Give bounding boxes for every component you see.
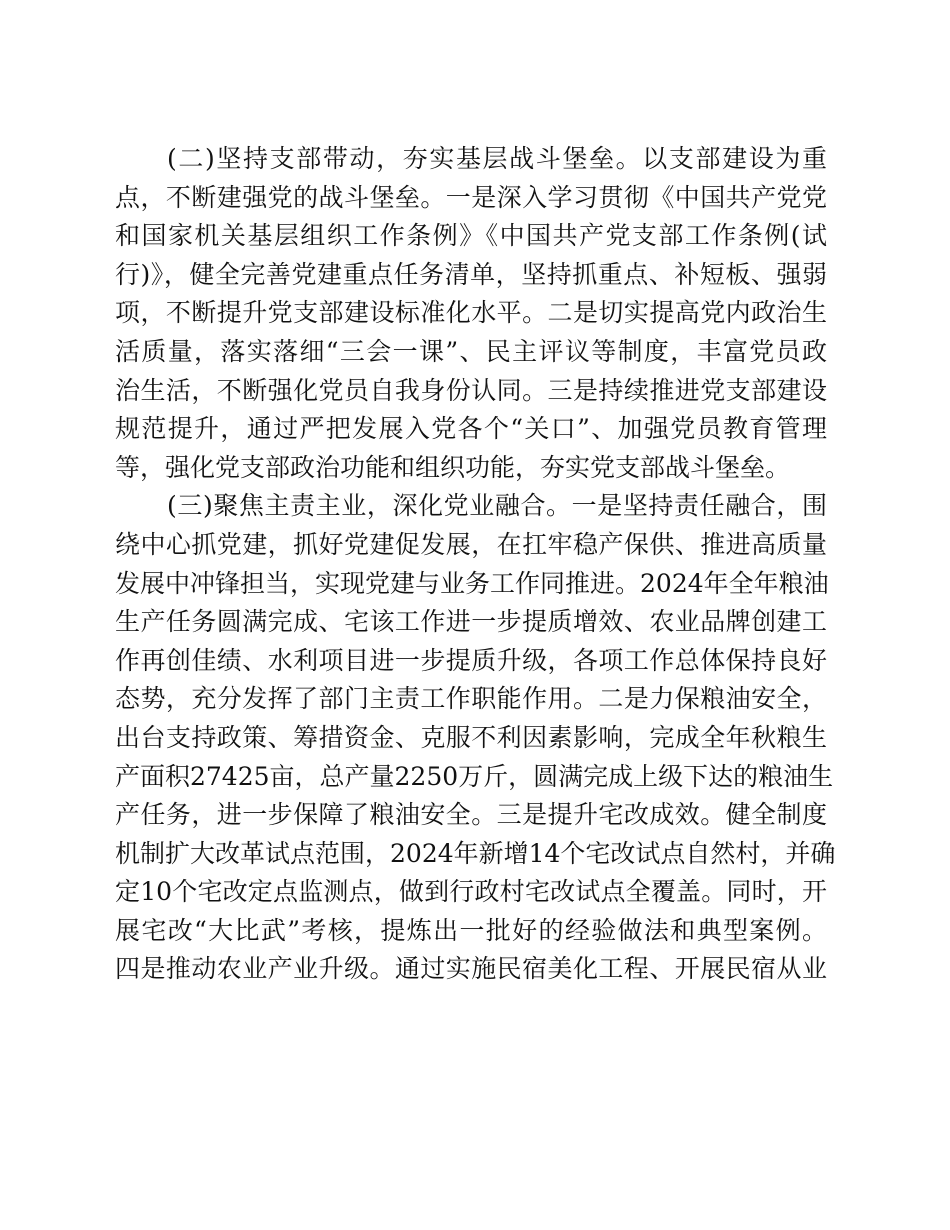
body-text (115, 140, 836, 989)
paragraph-section-3-line-10: 机制扩大改革试点范围，2024年新增14个宅改试点自然村，并确 (115, 838, 836, 868)
paragraph-section-2-line-6: 活质量，落实落细“三会一课”、民主评议等制度，丰富党员政 (115, 336, 827, 366)
paragraph-section-3-line-2: 绕中心抓党建，抓好党建促发展，在扛牢稳产保供、推进高质量 (115, 529, 827, 559)
paragraph-section-3-line-5: 作再创佳绩、水利项目进一步提质升级，各项工作总体保持良好 (115, 645, 827, 675)
paragraph-section-3-line-3: 发展中冲锋担当，实现党建与业务工作同推进。2024年全年粮油 (115, 568, 829, 598)
paragraph-section-2-line-1: (二)坚持支部带动，夯实基层战斗堡垒。以支部建设为重 (167, 144, 827, 173)
paragraph-section-2-line-8: 规范提升，通过严把发展入党各个“关口”、加强党员教育管理 (115, 414, 827, 444)
paragraph-section-2-line-2: 点，不断建强党的战斗堡垒。一是深入学习贯彻《中国共产党党 (115, 182, 827, 212)
paragraph-section-3-line-12: 展宅改“大比武”考核，提炼出一批好的经验做法和典型案例。 (115, 915, 827, 945)
paragraph-section-3-line-4: 生产任务圆满完成、宅该工作进一步提质增效、农业品牌创建工 (115, 607, 827, 637)
paragraph-section-3-line-8: 产面积27425亩，总产量2250万斤，圆满完成上级下达的粮油生 (115, 761, 834, 791)
paragraph-section-2-line-5: 项，不断提升党支部建设标准化水平。二是切实提高党内政治生 (115, 298, 827, 328)
paragraph-section-3-line-9: 产任务，进一步保障了粮油安全。三是提升宅改成效。健全制度 (115, 800, 827, 830)
paragraph-section-3-line-13: 四是推动农业产业升级。通过实施民宿美化工程、开展民宿从业 (115, 954, 827, 984)
paragraph-section-2-line-7: 治生活，不断强化党员自我身份认同。三是持续推进党支部建设 (115, 375, 827, 405)
paragraph-section-3-line-1: (三)聚焦主责主业，深化党业融合。一是坚持责任融合，围 (167, 491, 827, 521)
paragraph-section-3-line-6: 态势，充分发挥了部门主责工作职能作用。二是力保粮油安全， (115, 684, 827, 714)
paragraph-section-3-line-7: 出台支持政策、筹措资金、克服不利因素影响，完成全年秋粮生 (115, 722, 827, 752)
paragraph-section-3-line-11: 定10个宅改定点监测点，做到行政村宅改试点全覆盖。同时，开 (115, 877, 827, 907)
paragraph-section-2-line-3: 和国家机关基层组织工作条例》《中国共产党支部工作条例(试 (115, 221, 827, 251)
paragraph-section-2-line-9: 等，强化党支部政治功能和组织功能，夯实党支部战斗堡垒。 (115, 452, 791, 482)
paragraph-section-2-line-4: 行)》，健全完善党建重点任务清单，坚持抓重点、补短板、强弱 (115, 259, 827, 289)
